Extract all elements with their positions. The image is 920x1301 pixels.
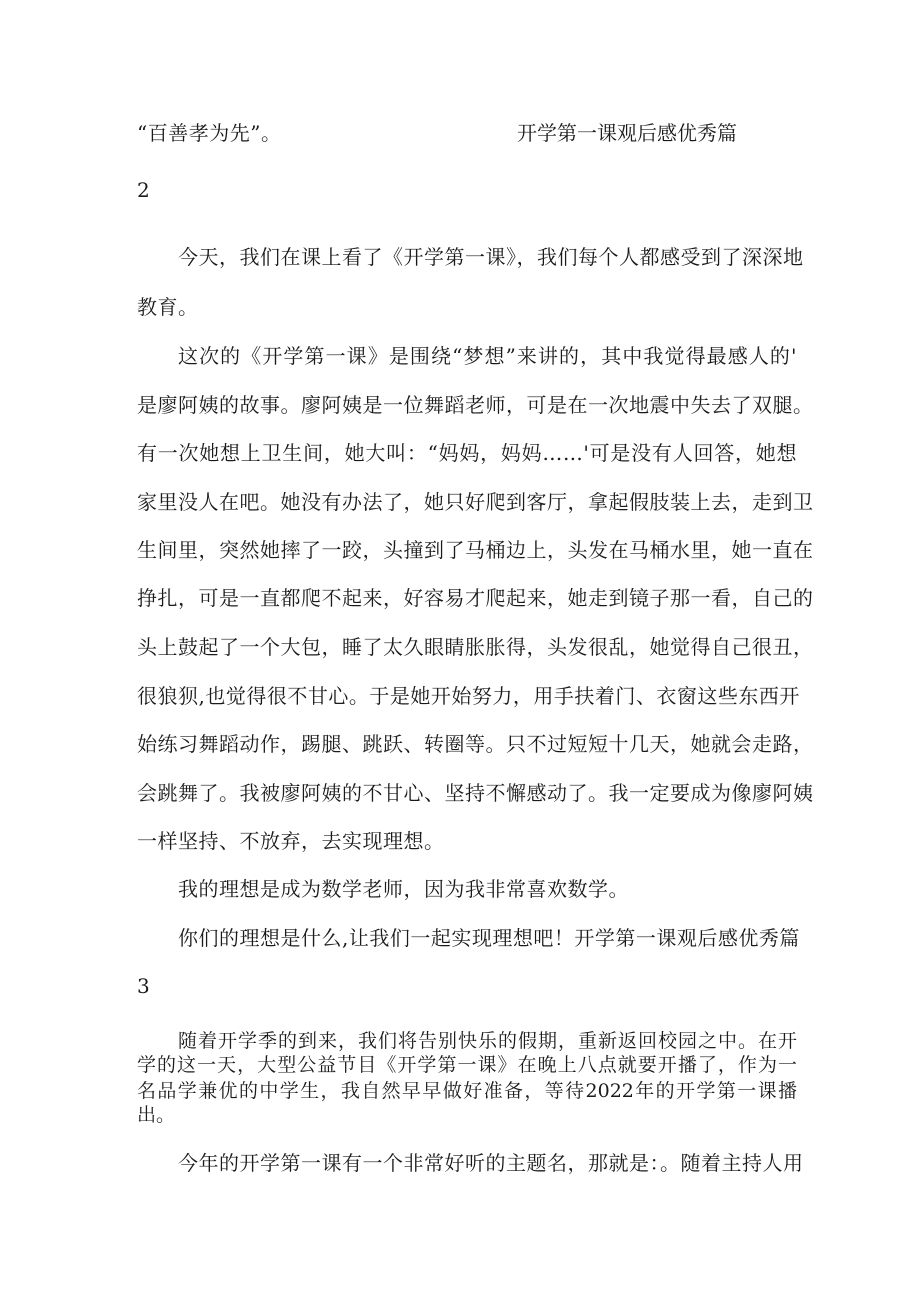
paragraph-5-line-1: 随着开学季的到来，我们将告别快乐的假期，重新返回校园之中。在开 bbox=[178, 1030, 797, 1052]
paragraph-2-line-11: 一样坚持、不放弃，去实现理想。 bbox=[137, 829, 445, 853]
paragraph-1-line-2: 教育。 bbox=[137, 295, 199, 319]
paragraph-2-line-3: 有一次她想上卫生间，她大叫：“妈妈，妈妈……'可是没有人回答，她想 bbox=[137, 441, 797, 465]
heading-left: “百善孝为先”。 bbox=[137, 121, 282, 145]
paragraph-4: 你们的理想是什么,让我们一起实现理想吧！开学第一课观后感优秀篇 bbox=[178, 926, 800, 950]
paragraph-2-line-9: 始练习舞蹈动作，踢腿、跳跃、转圈等。只不过短短十几天，她就会走路， bbox=[137, 732, 814, 756]
section-number-2: 2 bbox=[137, 178, 151, 202]
paragraph-2-line-1: 这次的《开学第一课》是围绕“梦想”来讲的，其中我觉得最感人的' bbox=[178, 344, 797, 368]
paragraph-2-line-2: 是廖阿姨的故事。廖阿姨是一位舞蹈老师，可是在一次地震中失去了双腿。 bbox=[137, 393, 814, 417]
paragraph-5-line-3: 名品学兼优的中学生，我自然早早做好准备，等待2022年的开学第一课播 bbox=[137, 1080, 797, 1102]
paragraph-2-line-7: 头上鼓起了一个大包，睡了太久眼睛胀胀得，头发很乱，她觉得自己很丑， bbox=[137, 635, 814, 659]
paragraph-2-line-4: 家里没人在吧。她没有办法了，她只好爬到客厅，拿起假肢装上去，走到卫 bbox=[137, 490, 814, 514]
paragraph-2-line-8: 很狼狈,也觉得很不甘心。于是她开始努力，用手扶着门、衣窗这些东西开 bbox=[137, 684, 800, 708]
paragraph-2-line-10: 会跳舞了。我被廖阿姨的不甘心、坚持不懈感动了。我一定要成为像廖阿姨 bbox=[137, 781, 814, 805]
paragraph-5-line-4: 出。 bbox=[137, 1104, 176, 1126]
heading-right: 开学第一课观后感优秀篇 bbox=[517, 121, 737, 145]
paragraph-6: 今年的开学第一课有一个非常好听的主题名，那就是：。随着主持人用 bbox=[178, 1151, 804, 1175]
section-number-3: 3 bbox=[137, 974, 151, 998]
paragraph-2-line-6: 挣扎，可是一直都爬不起来，好容易才爬起来，她走到镜子那一看，自己的 bbox=[137, 586, 814, 610]
paragraph-3: 我的理想是成为数学老师，因为我非常喜欢数学。 bbox=[178, 877, 629, 901]
paragraph-5-line-2: 学的这一天，大型公益节目《开学第一课》在晚上八点就要开播了，作为一 bbox=[137, 1054, 797, 1076]
paragraph-1-line-1: 今天，我们在课上看了《开学第一课》，我们每个人都感受到了深深地 bbox=[178, 245, 804, 269]
paragraph-2-line-5: 生间里，突然她摔了一跤，头撞到了马桶边上，头发在马桶水里，她一直在 bbox=[137, 538, 814, 562]
